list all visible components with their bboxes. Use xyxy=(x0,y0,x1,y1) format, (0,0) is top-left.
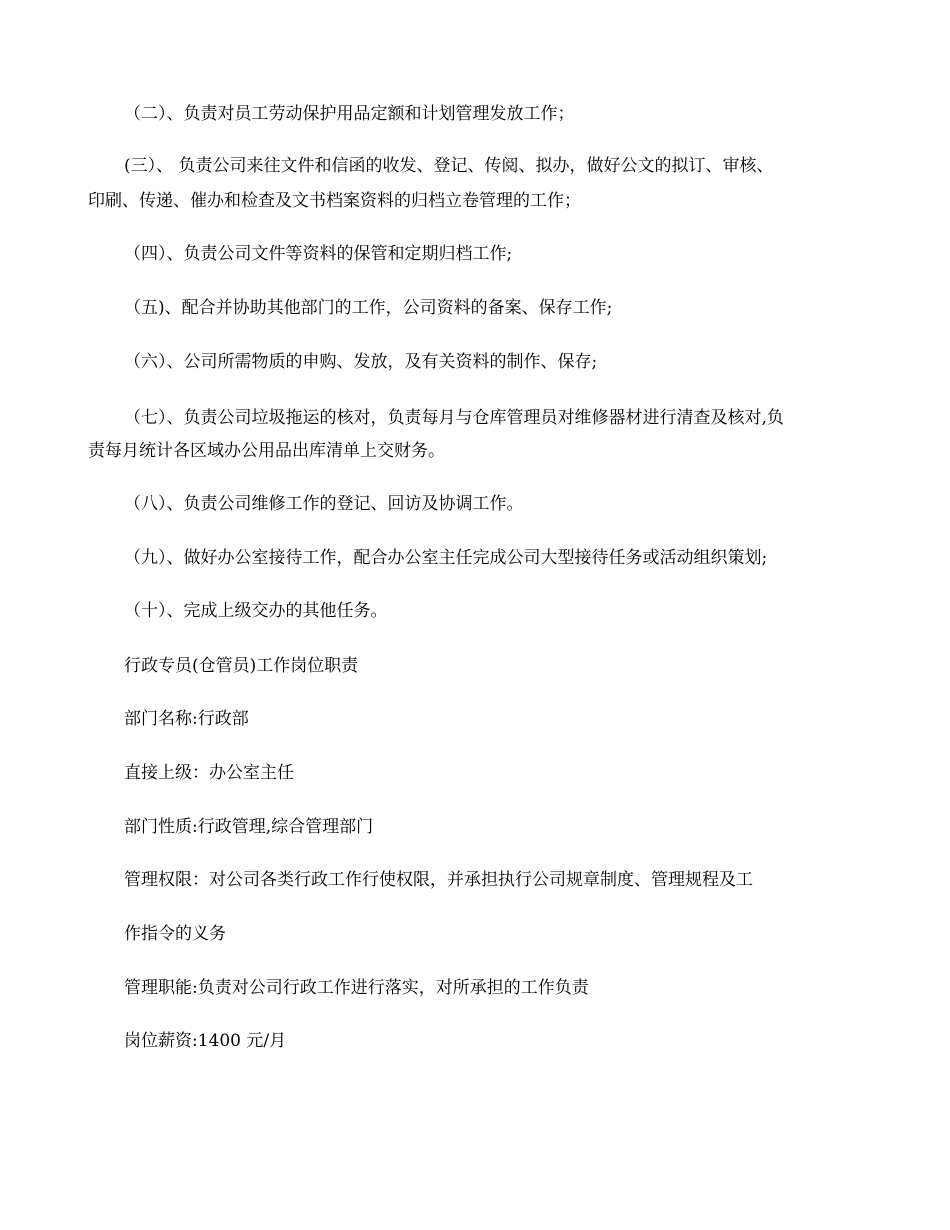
duty-item-3-cont: 印刷、传递、催办和检查及文书档案资料的归档立卷管理的工作； xyxy=(88,191,581,211)
management-authority: 管理权限：对公司各类行政工作行使权限，并承担执行公司规章制度、管理规程及工 xyxy=(124,870,753,890)
duty-item-4: （四）、负责公司文件等资料的保管和定期归档工作; xyxy=(124,244,513,264)
department-name: 部门名称:行政部 xyxy=(124,709,249,729)
duty-item-2: （二）、负责对员工劳动保护用品定额和计划管理发放工作； xyxy=(124,104,575,124)
duty-item-5: （五)、配合并协助其他部门的工作，公司资料的备案、保存工作; xyxy=(124,298,613,318)
management-authority-cont: 作指令的义务 xyxy=(124,924,226,944)
direct-superior: 直接上级：办公室主任 xyxy=(124,763,294,783)
position-salary: 岗位薪资:1400 元/月 xyxy=(124,1031,287,1051)
duty-item-7: （七）、负责公司垃圾拖运的核对，负责每月与仓库管理员对维修器材进行清查及核对,负 xyxy=(124,408,784,428)
duty-item-3: (三）、 负责公司来往文件和信函的收发、登记、传阅、拟办，做好公文的拟订、审核、 xyxy=(124,156,774,176)
department-nature: 部门性质:行政管理,综合管理部门 xyxy=(124,817,374,837)
job-title: 行政专员(仓管员)工作岗位职责 xyxy=(124,656,359,676)
duty-item-6: （六）、公司所需物质的申购、发放，及有关资料的制作、保存; xyxy=(124,352,598,372)
duty-item-10: （十）、完成上级交办的其他任务。 xyxy=(124,601,388,621)
duty-item-9: （九）、做好办公室接待工作，配合办公室主任完成公司大型接待任务或活动组织策划; xyxy=(124,548,768,568)
management-functions: 管理职能:负责对公司行政工作进行落实，对所承担的工作负责 xyxy=(124,978,589,998)
duty-item-7-cont: 责每月统计各区域办公用品出库清单上交财务。 xyxy=(88,441,445,461)
duty-item-8: （八）、负责公司维修工作的登记、回访及协调工作。 xyxy=(124,494,524,514)
